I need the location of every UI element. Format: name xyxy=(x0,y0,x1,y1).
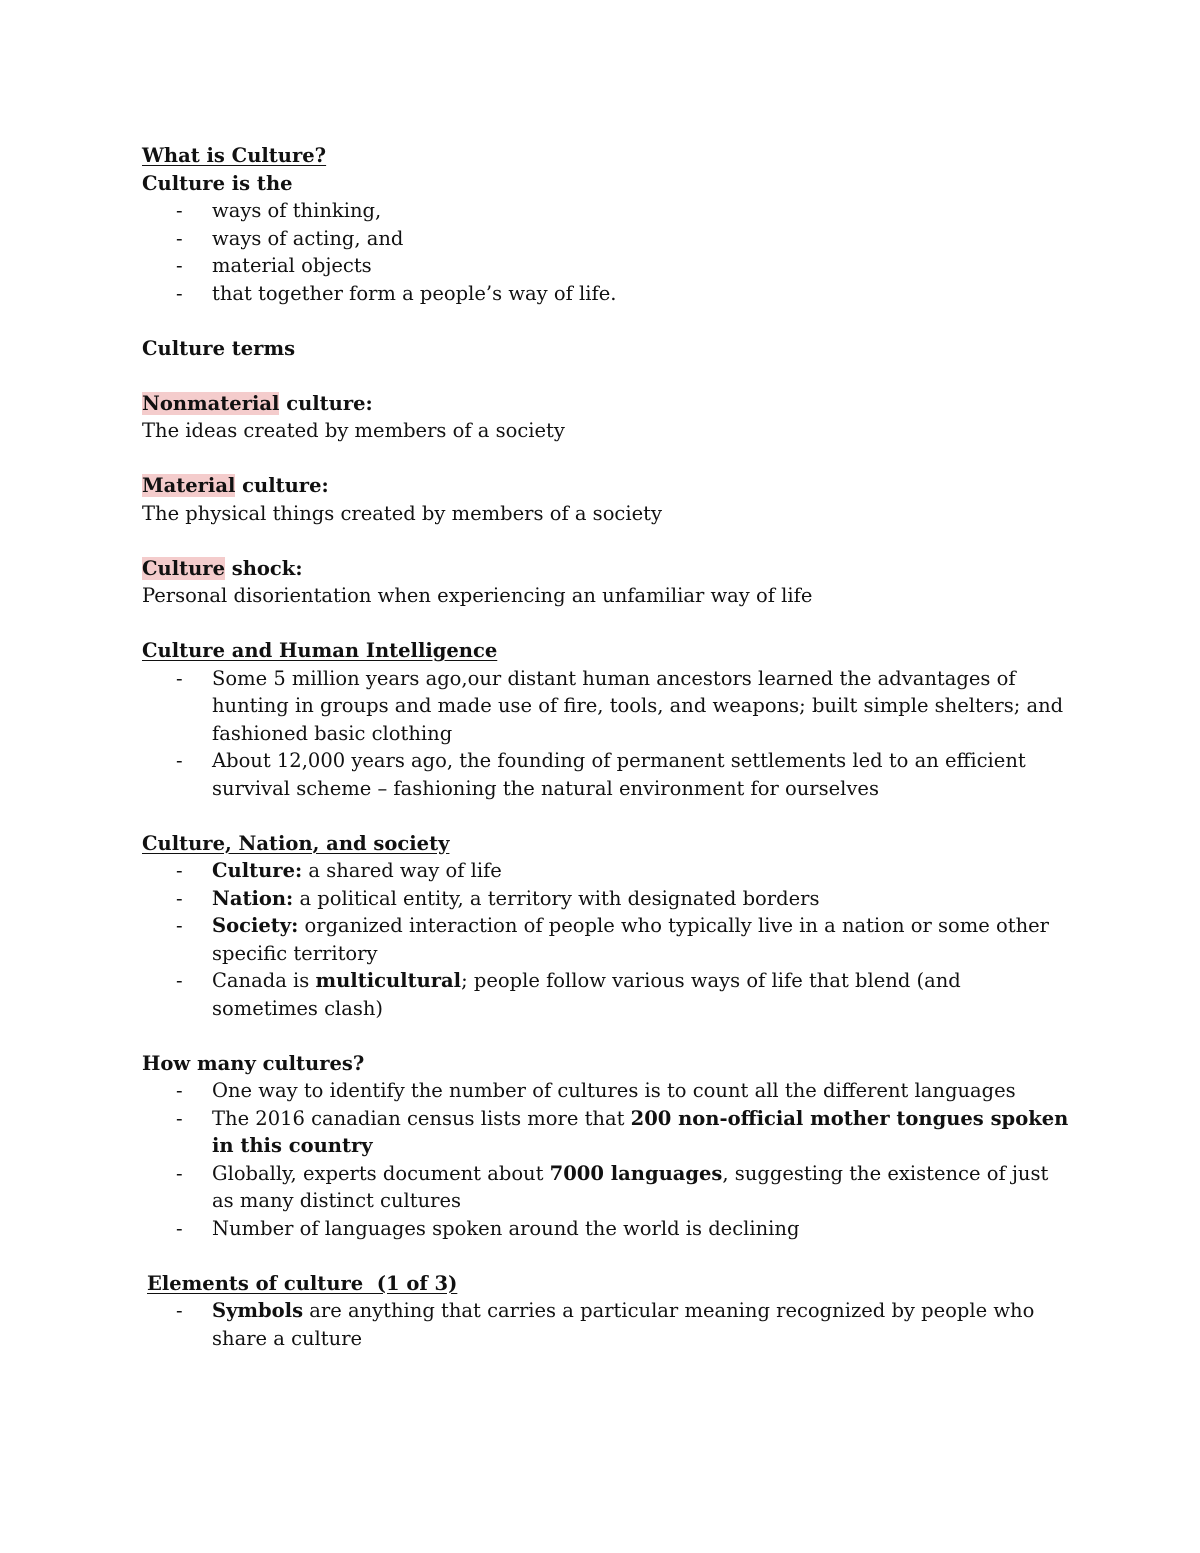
list-item: - About 12,000 years ago, the founding of permanent settlements led to an efficient survival scheme – fashioning the natural environment for ourselves xyxy=(142,747,1072,802)
heading-culture-human-intelligence: Culture and Human Intelligence xyxy=(142,639,498,662)
list-item: - material objects xyxy=(142,252,1070,280)
list-item: - Globally, experts document about 7000 languages, suggesting the existence of just as many distinct cultures xyxy=(142,1160,1072,1215)
term-nonmaterial-culture: Nonmaterial culture: xyxy=(142,391,373,415)
highlight-culture: Culture xyxy=(142,556,225,580)
elements-list xyxy=(142,1297,1070,1352)
list-item: - Culture: a shared way of life xyxy=(142,857,1072,885)
list-item: - Nation: a political entity, a territory with designated borders xyxy=(142,885,1072,913)
list-item: - Canada is multicultural; people follow various ways of life that blend (and sometimes clash) xyxy=(142,967,1072,1022)
heading-what-is-culture: What is Culture? xyxy=(142,144,327,167)
list-item: - One way to identify the number of cultures is to count all the different languages xyxy=(142,1077,1072,1105)
list-item: - The 2016 canadian census lists more that 200 non-official mother tongues spoken in this country xyxy=(142,1105,1072,1160)
heading-how-many-cultures: How many cultures? xyxy=(142,1051,365,1075)
definition-culture-shock: Personal disorientation when experiencing an unfamiliar way of life xyxy=(142,584,813,607)
definition-material-culture: The physical things created by members of a society xyxy=(142,501,662,525)
term-culture-shock: Culture shock: xyxy=(142,556,303,580)
list-item: - that together form a people’s way of life. xyxy=(142,280,1070,308)
list-item: - Society: organized interaction of people who typically live in a nation or some other specific territory xyxy=(142,912,1072,967)
how-many-list xyxy=(142,1077,1070,1242)
highlight-nonmaterial: Nonmaterial xyxy=(142,391,280,415)
intelligence-list xyxy=(142,665,1070,803)
list-item: - Some 5 million years ago,our distant human ancestors learned the advantages of hunting in groups and made use of fire, tools, and weapons; built simple shelters; and fashioned basic clothing xyxy=(142,665,1072,748)
culture-definition-list xyxy=(142,197,1070,307)
heading-culture-nation-society: Culture, Nation, and society xyxy=(142,831,450,855)
heading-culture-terms: Culture terms xyxy=(142,336,296,360)
list-item: - Number of languages spoken around the world is declining xyxy=(142,1215,1072,1243)
list-item: - ways of thinking, xyxy=(142,197,1070,225)
highlight-material: Material xyxy=(142,474,236,497)
heading-elements-of-culture: Elements of culture (1 of 3) xyxy=(147,1271,458,1295)
list-item: - ways of acting, and xyxy=(142,225,1070,253)
culture-is-the-label: Culture is the xyxy=(142,171,293,195)
term-material-culture: Material culture: xyxy=(142,474,329,497)
nation-society-list xyxy=(142,857,1070,1022)
definition-nonmaterial-culture: The ideas created by members of a society xyxy=(142,419,565,442)
list-item: - Symbols are anything that carries a particular meaning recognized by people who share a culture xyxy=(142,1297,1072,1352)
